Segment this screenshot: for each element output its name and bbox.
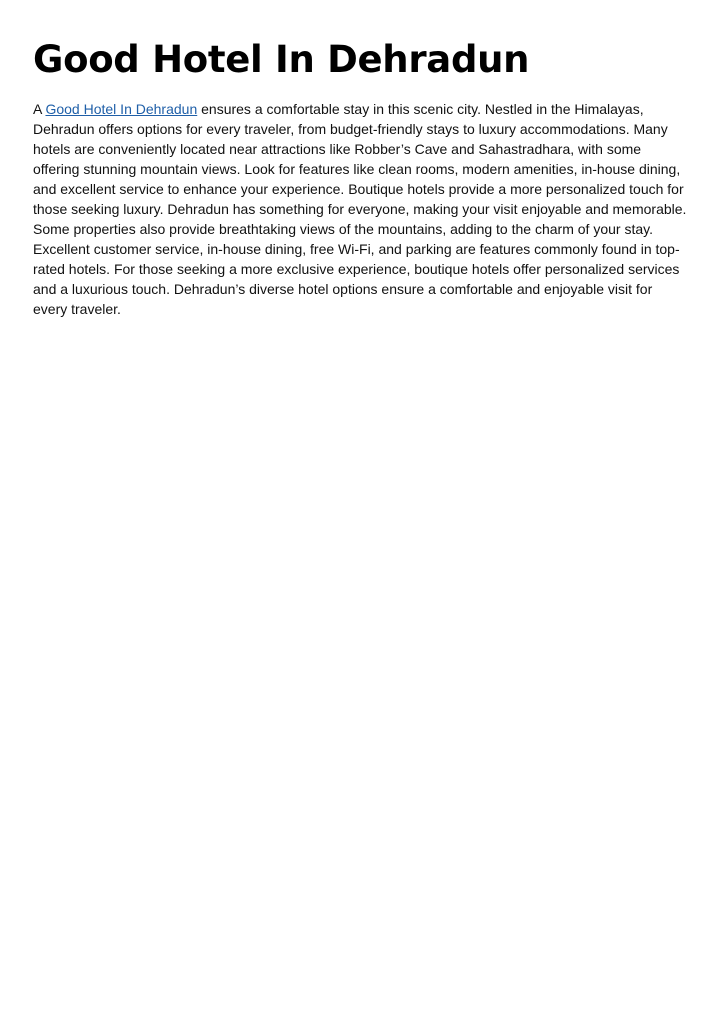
paragraph-prefix: A <box>33 101 46 117</box>
hotel-link[interactable]: Good Hotel In Dehradun <box>45 101 198 117</box>
body-paragraph <box>33 99 689 319</box>
paragraph-text: ensures a comfortable stay in this scenic city. Nestled in the Himalayas, Dehradun offers options for every traveler, from budget-friendly stays to luxury accommodations. Many hotels are conveniently located near attractions like Robber’s Cave and Sahastradhara, with some offering stunning mountain views. Look for features like clean rooms, modern amenities, in-house dining, and excellent service to enhance your experience. Boutique hotels provide a more personalized touch for those seeking luxury. Dehradun has something for everyone, making your visit enjoyable and memorable. Some properties also provide breathtaking views of the mountains, adding to the charm of your stay. Excellent customer service, in-house dining, free Wi-Fi, and parking are features commonly found in top-rated hotels. For those seeking a more exclusive experience, boutique hotels offer personalized services and a luxurious touch. Dehradun’s diverse hotel options ensure a comfortable and enjoyable visit for every traveler. <box>33 101 687 317</box>
page-title: Good Hotel In Dehradun <box>33 38 530 81</box>
